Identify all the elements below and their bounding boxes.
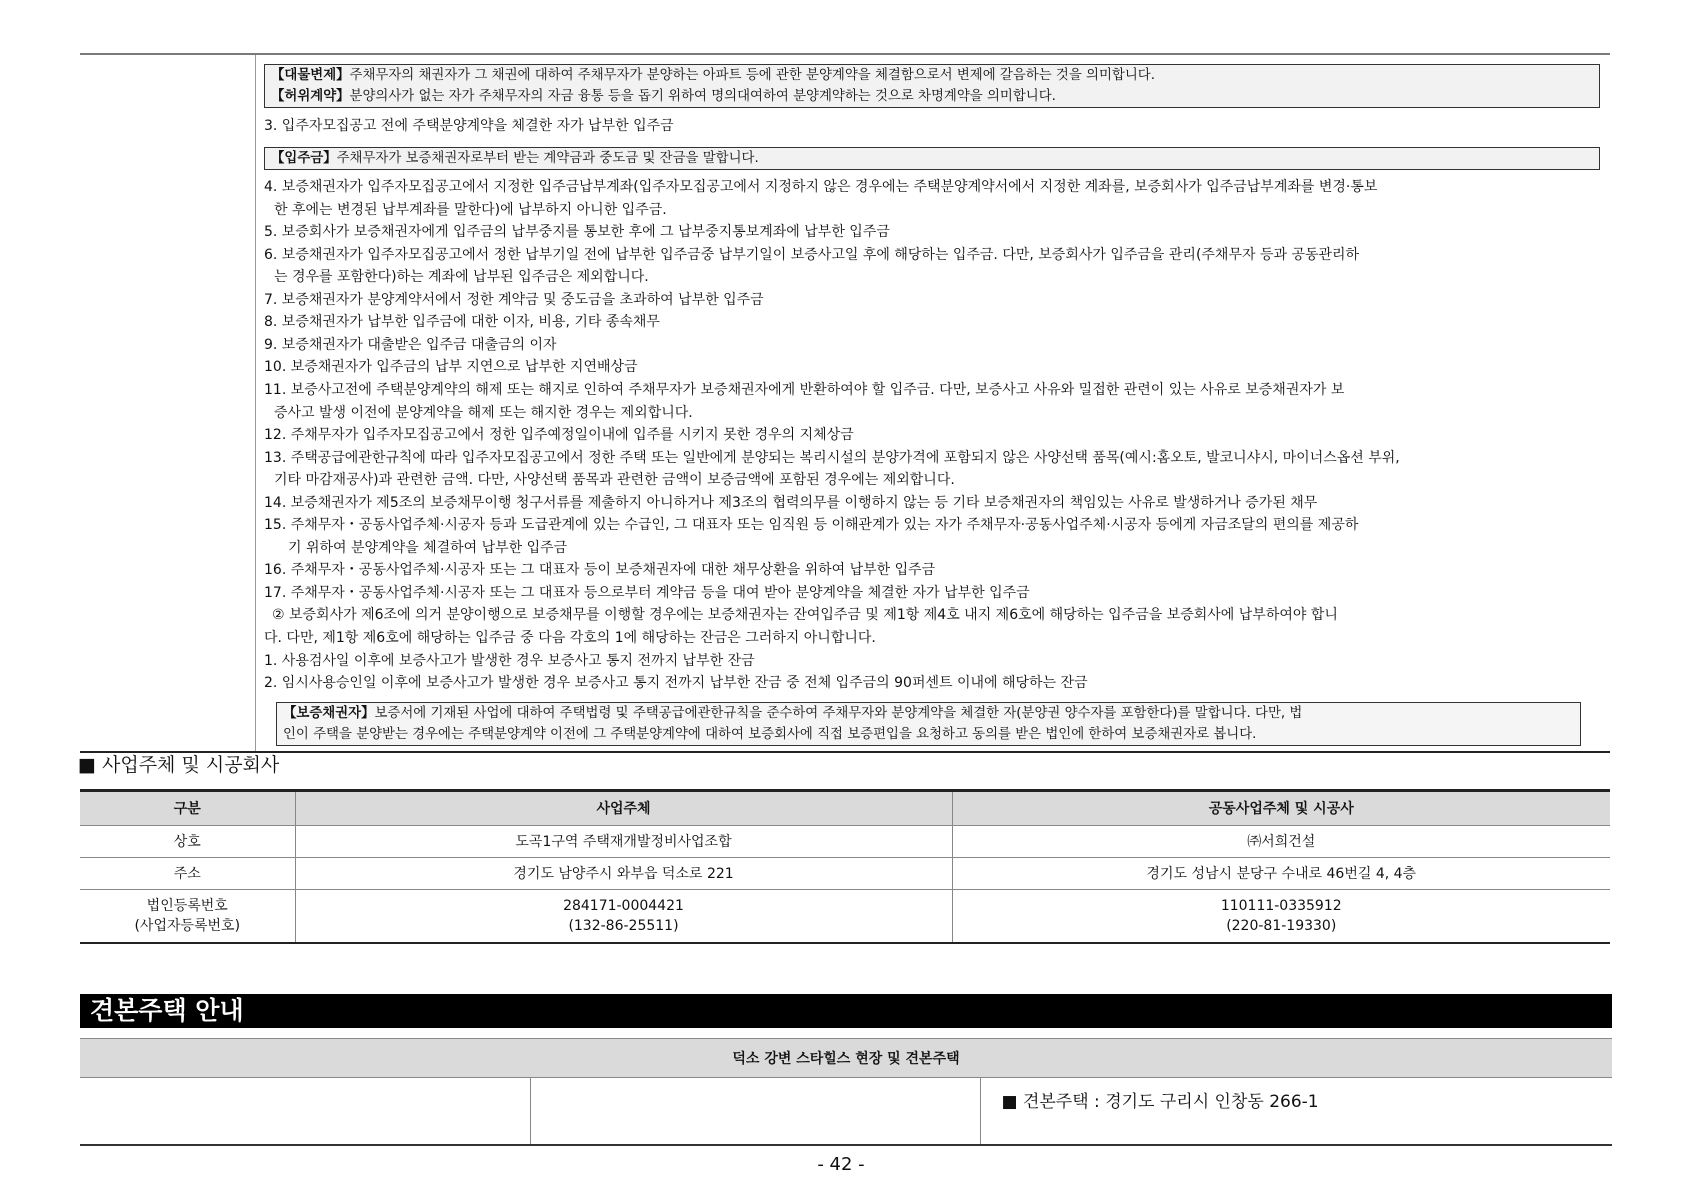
builder-biz-number: (220-81-19330) xyxy=(1226,918,1337,934)
left-label-cell xyxy=(80,55,256,751)
list-item: 17. 주채무자・공동사업주체·시공자 또는 그 대표자 등으로부터 계약금 등을 대여 받아 분양계약을 체결한 자가 납부한 입주금 xyxy=(264,584,1030,601)
list-item: 한 후에는 변경된 납부계좌를 말한다)에 납부하지 아니한 입주금. xyxy=(274,201,667,218)
table-row xyxy=(80,890,1610,944)
term-text: 주채무자가 보증채권자로부터 받는 계약금과 중도금 및 잔금을 말합니다. xyxy=(336,151,759,166)
builder-reg-number xyxy=(952,890,1610,944)
map-cell-1 xyxy=(80,1078,530,1146)
terms-content xyxy=(264,55,1604,751)
developer-address: 경기도 남양주시 와부읍 덕소로 221 xyxy=(295,858,952,890)
table-row xyxy=(80,1078,1612,1146)
definition-bojeung-2 xyxy=(283,724,1574,745)
model-house-table-header: 덕소 강변 스타힐스 현장 및 견본주택 xyxy=(80,1039,1612,1078)
list-item: 14. 보증채권자가 제5조의 보증채무이행 청구서류를 제출하지 아니하거나 제3조의 협력의무를 이행하지 않는 등 기타 보증채권자의 책임있는 사유로 발생하거나 증가된 채무 xyxy=(264,494,1318,511)
list-item: 10. 보증채권자가 입주금의 납부 지연으로 납부한 지연배상금 xyxy=(264,359,638,376)
list-item: 기 위하여 분양계약을 체결하여 납부한 입주금 xyxy=(288,539,568,556)
list-item: 8. 보증채권자가 납부한 입주금에 대한 이자, 비용, 기타 종속채무 xyxy=(264,314,660,331)
definition-box-1 xyxy=(264,64,1600,108)
definition-box-3 xyxy=(276,702,1581,746)
list-item: 1. 사용검사일 이후에 보증사고가 발생한 경우 보증사고 통지 전까지 납부한 잔금 xyxy=(264,652,755,669)
table-row xyxy=(80,858,1610,890)
term-text: 주채무자의 채권자가 그 채권에 대하여 주채무자가 분양하는 아파트 등에 관한 분양계약을 체결함으로서 변제에 갈음하는 것을 의미합니다. xyxy=(349,68,1155,83)
list-item: 기타 마감재공사)과 관련한 금액. 다만, 사양선택 품목과 관련한 금액이 보증금액에 포함된 경우에는 제외합니다. xyxy=(274,472,955,489)
definition-box-2 xyxy=(264,147,1600,170)
definition-heowi xyxy=(271,86,1593,107)
table-row xyxy=(80,826,1610,858)
list-item: 다. 다만, 제1항 제6호에 해당하는 입주금 중 다음 각호의 1에 해당하는 잔금은 그러하지 아니합니다. xyxy=(264,630,876,646)
model-house-title: 견본주택 안내 xyxy=(80,994,1612,1028)
col-header-category: 구분 xyxy=(80,791,295,826)
term-text: 인이 주택을 분양받는 경우에는 주택분양계약 이전에 그 주택분양계약에 대하여 보증회사에 직접 보증편입을 요청하고 동의를 받은 법인에 한하여 보증채권자로 봅니다. xyxy=(283,727,1257,742)
row-label-line2: (사업자등록번호) xyxy=(134,918,241,934)
list-item: 11. 보증사고전에 주택분양계약의 해제 또는 해지로 인하여 주채무자가 보증채권자에게 반환하여야 할 입주금. 다만, 보증사고 사유와 밀접한 관련이 있는 사유로 보증채권자가 보 xyxy=(264,381,1345,398)
list-item: ② 보증회사가 제6조에 의거 분양이행으로 보증채무를 이행할 경우에는 보증채권자는 잔여입주금 및 제1항 제4호 내지 제6호에 해당하는 입주금을 보증회사에 납부하여야 합니 xyxy=(272,607,1338,624)
list-item: 는 경우를 포함한다)하는 계좌에 납부된 입주금은 제외합니다. xyxy=(274,269,649,286)
address-cell xyxy=(980,1078,1612,1146)
row-label-line1: 법인등록번호 xyxy=(146,898,228,914)
company-table xyxy=(80,789,1610,944)
page-number: - 42 - xyxy=(817,1154,865,1175)
row-label xyxy=(80,890,295,944)
terms-section xyxy=(80,53,1610,753)
row-label: 주소 xyxy=(80,858,295,890)
term-label: 【입주금】 xyxy=(271,151,337,166)
list-item: 15. 주채무자・공동사업주체·시공자 등과 도급관계에 있는 수급인, 그 대표자 또는 임직원 등 이해관계가 있는 자가 주채무자·공동사업주체·시공자 등에게 자금조달의 편의를 제공하 xyxy=(264,517,1359,534)
col-header-developer: 사업주체 xyxy=(295,791,952,826)
developer-reg-number xyxy=(295,890,952,944)
map-cell-2 xyxy=(530,1078,980,1146)
definition-ipjugeum xyxy=(271,148,1593,169)
table-header-row xyxy=(80,791,1610,826)
col-header-builder: 공동사업주체 및 시공사 xyxy=(952,791,1610,826)
developer-biz-number: (132-86-25511) xyxy=(568,918,679,934)
term-label: 【허위계약】 xyxy=(271,89,350,104)
list-item: 증사고 발생 이전에 분양계약을 해제 또는 해지한 경우는 제외합니다. xyxy=(274,404,693,421)
definition-bojeung-1 xyxy=(283,703,1574,724)
row-label: 상호 xyxy=(80,826,295,858)
list-item: 2. 임시사용승인일 이후에 보증사고가 발생한 경우 보증사고 통지 전까지 납부한 잔금 중 전체 입주금의 90퍼센트 이내에 해당하는 잔금 xyxy=(264,675,1088,692)
term-label: 【보증채권자】 xyxy=(283,706,375,721)
builder-name: ㈜서희건설 xyxy=(952,826,1610,858)
term-text: 보증서에 기재된 사업에 대하여 주택법령 및 주택공급에관한규칙을 준수하여 주채무자와 분양계약을 체결한 자(분양권 양수자를 포함한다)를 말합니다. 다만, 법 xyxy=(374,706,1303,721)
builder-corp-number: 110111-0335912 xyxy=(1220,898,1342,914)
table-header-row xyxy=(80,1039,1612,1078)
list-item: 7. 보증채권자가 분양계약서에서 정한 계약금 및 중도금을 초과하여 납부한 입주금 xyxy=(264,291,764,308)
model-house-address: ■ 견본주택 : 경기도 구리시 인창동 266-1 xyxy=(1001,1092,1319,1112)
list-item: 9. 보증채권자가 대출받은 입주금 대출금의 이자 xyxy=(264,336,557,353)
builder-address: 경기도 성남시 분당구 수내로 46번길 4, 4층 xyxy=(952,858,1610,890)
developer-corp-number: 284171-0004421 xyxy=(563,898,684,914)
list-item: 12. 주채무자가 입주자모집공고에서 정한 입주예정일이내에 입주를 시키지 못한 경우의 지체상금 xyxy=(264,427,854,444)
developer-name: 도곡1구역 주택재개발정비사업조합 xyxy=(295,826,952,858)
definition-daemul xyxy=(271,65,1593,86)
company-section-heading: ■ 사업주체 및 시공회사 xyxy=(78,754,280,776)
list-item: 16. 주채무자・공동사업주체·시공자 또는 그 대표자 등이 보증채권자에 대한 채무상환을 위하여 납부한 입주금 xyxy=(264,562,936,579)
list-item: 5. 보증회사가 보증채권자에게 입주금의 납부중지를 통보한 후에 그 납부중지통보계좌에 납부한 입주금 xyxy=(264,224,890,241)
list-item: 13. 주택공급에관한규칙에 따라 입주자모집공고에서 정한 주택 또는 일반에게 분양되는 복리시설의 분양가격에 포함되지 않은 사양선택 품목(예시:홈오토, 발코니샤시, 마이너스옵션 부위, xyxy=(264,449,1400,466)
term-text: 분양의사가 없는 자가 주채무자의 자금 융통 등을 돕기 위하여 명의대여하여 분양계약하는 것으로 차명계약을 의미합니다. xyxy=(349,89,1056,104)
list-item: 6. 보증채권자가 입주자모집공고에서 정한 납부기일 전에 납부한 입주금중 납부기일이 보증사고일 후에 해당하는 입주금. 다만, 보증회사가 입주금을 관리(주채무자 등과 공동관리하 xyxy=(264,246,1360,263)
model-house-table xyxy=(80,1038,1612,1146)
term-label: 【대물변제】 xyxy=(271,68,350,83)
item-3: 3. 입주자모집공고 전에 주택분양계약을 체결한 자가 납부한 입주금 xyxy=(264,118,674,134)
list-item: 4. 보증채권자가 입주자모집공고에서 지정한 입주금납부계좌(입주자모집공고에서 지정하지 않은 경우에는 주택분양계약서에서 지정한 계좌를, 보증회사가 입주금납부계좌를 변경·통보 xyxy=(264,179,1378,195)
